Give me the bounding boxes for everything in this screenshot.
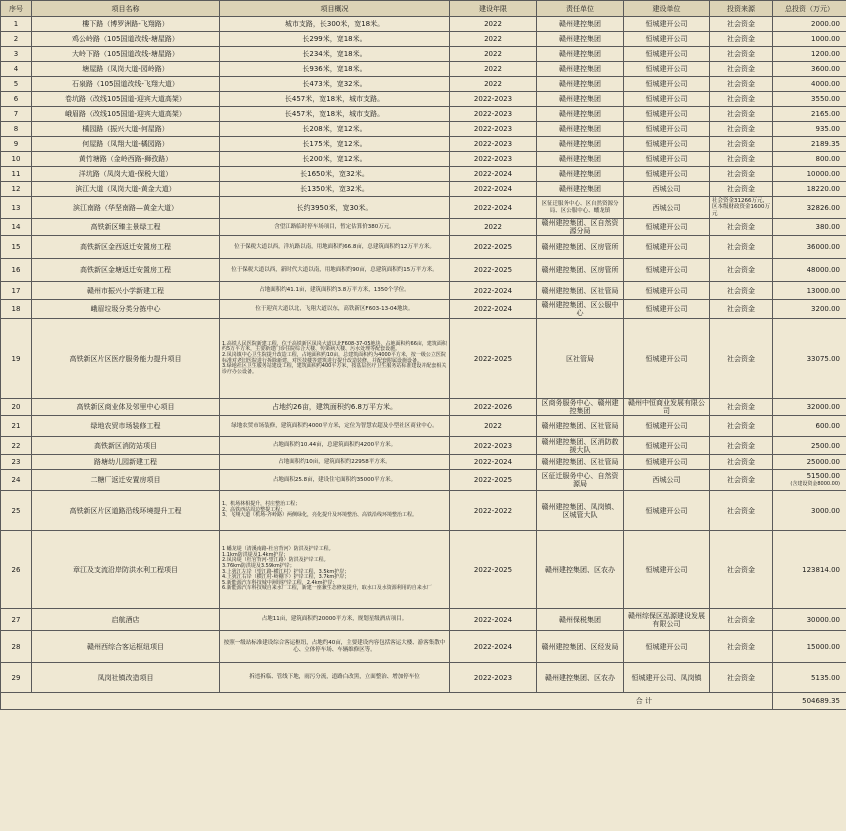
fund-source: 社会资金 [710,300,773,319]
fund-source: 社会资金 [710,282,773,300]
fund-source: 社会资金 [710,219,773,236]
fund-source: 社会资金 [710,455,773,470]
table-row [1,399,846,416]
build-years: 2022-2026 [450,399,537,416]
total-investment: 3600.00 [773,62,846,77]
table-row [1,197,846,219]
project-name: 鸡公岭路（105国道改线-塘屋路） [32,32,220,47]
responsible-unit: 赣州建控集团、区公服中心 [537,300,624,319]
build-years: 2022 [450,416,537,437]
total-investment: 3550.00 [773,92,846,107]
total-investment: 2165.00 [773,107,846,122]
project-desc: 含望江路临时停车场项目，暂定估算价380万元。 [220,219,450,236]
fund-source: 社会资金 [710,631,773,663]
fund-source: 社会资金 [710,663,773,693]
build-years: 2022-2023 [450,92,537,107]
fund-source: 社会资金 [710,182,773,197]
header-no: 序号 [1,1,32,17]
build-years: 2022-2024 [450,197,537,219]
project-name: 峨眉路（改线105国道-迎宾大道高架） [32,107,220,122]
project-desc: 长约3950米，宽30米。 [220,197,450,219]
footer-total: 504689.35 [773,693,846,710]
project-desc: 长208米，宽12米。 [220,122,450,137]
project-desc: 按照一级站标准建设综合客运枢纽，占地约40亩，主要建设内容包括客运大楼、游客集散中心、立体停车场、车辆维修区等。 [220,631,450,663]
row-number: 6 [1,92,32,107]
row-number: 23 [1,455,32,470]
project-desc: 城市支路，长300米，宽18米。 [220,17,450,32]
project-desc: 占地面积约10.44亩，总建筑面积约4200平方米。 [220,437,450,455]
total-investment: 123814.00 [773,531,846,609]
header-resp: 责任单位 [537,1,624,17]
builder-unit: 赣州综保区泓源建设发展有限公司 [624,609,710,631]
responsible-unit: 区商务服务中心、赣州建控集团 [537,399,624,416]
row-number: 29 [1,663,32,693]
project-name: 启航酒店 [32,609,220,631]
total-investment: 5135.00 [773,663,846,693]
project-desc: 长1650米，宽32米。 [220,167,450,182]
row-number: 12 [1,182,32,197]
build-years: 2022-2024 [450,300,537,319]
project-name: 高铁新区片区医疗服务能力提升项目 [32,319,220,399]
table-row [1,92,846,107]
fund-source: 社会资金 [710,416,773,437]
fund-source: 社会资金 [710,437,773,455]
build-years: 2022-2024 [450,609,537,631]
fund-source: 社会资金 [710,167,773,182]
table-row [1,609,846,631]
project-desc: 长234米，宽18米。 [220,47,450,62]
project-name: 高铁新区金塘返迁安置房工程 [32,259,220,282]
total-investment: 25000.00 [773,455,846,470]
builder-unit: 西城公司 [624,197,710,219]
total-investment: 1000.00 [773,32,846,47]
builder-unit: 恒城建开公司 [624,17,710,32]
project-desc: 位于保税大道以西，洋坑路以南，用地面积约66.8亩，总建筑面积约12万平方米。 [220,236,450,259]
builder-unit: 恒城建开公司 [624,137,710,152]
project-desc: 长1350米，宽32米。 [220,182,450,197]
project-name: 路塘幼儿园新建工程 [32,455,220,470]
row-number: 24 [1,470,32,491]
responsible-unit: 赣州建控集团、区农办 [537,531,624,609]
total-investment: 10000.00 [773,167,846,182]
responsible-unit: 区征迁服务中心、自然资源局 [537,470,624,491]
row-number: 18 [1,300,32,319]
build-years: 2022-2024 [450,631,537,663]
build-years: 2022 [450,47,537,62]
responsible-unit: 赣州建控集团 [537,122,624,137]
fund-source: 社会资金 [710,259,773,282]
table-row [1,152,846,167]
builder-unit: 恒城建开公司 [624,319,710,399]
responsible-unit: 赣州保税集团 [537,609,624,631]
build-years: 2022-2023 [450,137,537,152]
row-number: 2 [1,32,32,47]
build-years: 2022-2023 [450,663,537,693]
project-desc: 占地面积约41.1亩，建筑面积约3.8万平方米，1350个学位。 [220,282,450,300]
row-number: 26 [1,531,32,609]
builder-unit: 西城公司 [624,470,710,491]
fund-source: 社会资金 [710,236,773,259]
table-row [1,455,846,470]
table-row [1,416,846,437]
table-row [1,470,846,491]
fund-source: 社会资金 [710,531,773,609]
footer-label: 合 计 [1,693,773,710]
row-number: 1 [1,17,32,32]
fund-source: 社会资金 [710,107,773,122]
header-builder: 建设单位 [624,1,710,17]
project-desc: 占地面积约10亩，建筑面积约22958平方米。 [220,455,450,470]
table-row [1,77,846,92]
responsible-unit: 赣州建控集团 [537,107,624,122]
row-number: 21 [1,416,32,437]
total-investment: 2000.00 [773,17,846,32]
total-investment: 800.00 [773,152,846,167]
build-years: 2022-2025 [450,259,537,282]
builder-unit: 恒城建开公司 [624,455,710,470]
total-investment: 13000.00 [773,282,846,300]
builder-unit: 恒城建开公司 [624,491,710,531]
table-row [1,107,846,122]
total-investment: 18220.00 [773,182,846,197]
responsible-unit: 赣州建控集团、区消防救援大队 [537,437,624,455]
project-desc: 长299米，宽18米。 [220,32,450,47]
build-years: 2022-2025 [450,470,537,491]
project-name: 滨江大道（凤岗大道-黄金大道） [32,182,220,197]
total-investment: 32826.00 [773,197,846,219]
fund-source: 社会资金 [710,17,773,32]
build-years: 2022-2024 [450,167,537,182]
project-desc: 占地面积25.8亩，建设住宅面积约35000平方米。 [220,470,450,491]
project-desc: 长200米，宽12米。 [220,152,450,167]
responsible-unit: 赣州建控集团 [537,47,624,62]
builder-unit: 恒城建开公司 [624,47,710,62]
table-row [1,167,846,182]
total-investment: 380.00 [773,219,846,236]
responsible-unit: 赣州建控集团 [537,92,624,107]
fund-source: 社会资金 [710,137,773,152]
project-desc: 占地约26亩，建筑面积约6.8万平方米。 [220,399,450,416]
builder-unit: 恒城建开公司 [624,437,710,455]
responsible-unit: 赣州建控集团、区房管所 [537,259,624,282]
build-years: 2022-2023 [450,107,537,122]
builder-unit: 恒城建开公司 [624,219,710,236]
project-desc: 长936米，宽18米。 [220,62,450,77]
fund-source: 社会资金 [710,470,773,491]
project-name: 黄竹塘路（金岭西路-狮孜路） [32,152,220,167]
project-name: 洋坑路（凤岗大道-保税大道） [32,167,220,182]
builder-unit: 恒城建开公司 [624,107,710,122]
table-row [1,531,846,609]
build-years: 2022-2024 [450,455,537,470]
project-name: 高铁新区臻主景绿工程 [32,219,220,236]
build-years: 2022 [450,32,537,47]
table-row [1,219,846,236]
row-number: 4 [1,62,32,77]
row-number: 7 [1,107,32,122]
project-desc: 长473米，宽32米。 [220,77,450,92]
build-years: 2022 [450,62,537,77]
table-row [1,491,846,531]
row-number: 14 [1,219,32,236]
project-name: 滨江南路（华坚南路—黄金大道） [32,197,220,219]
responsible-unit: 赣州建控集团、区社管局 [537,282,624,300]
project-desc: 长457米，宽18米，城市支路。 [220,92,450,107]
table-row [1,122,846,137]
project-desc: 占地11亩，建筑面积约20000平方米，规划星级酒店项目。 [220,609,450,631]
row-number: 3 [1,47,32,62]
builder-unit: 恒城建开公司 [624,152,710,167]
project-name: 高铁新区片区道路沿线环境提升工程 [32,491,220,531]
table-row [1,32,846,47]
project-desc: 1 蟠龙堤（清溪南路-杜官背河）防洪及护岸工程。 1.1km防洪堤及1.4km护岸； 2.凤岗堤（杜官背河-望江路）防洪及护岸工程。 3.76km防洪堤及3.59km护岸； 3.上犹江左岸（望江路-横江村）护岸工程，3.5km护岸； 4.上犹江右岸（横江村-岭棚下）护岸工程，3.7km护岸； 5.新能源汽车科技城中洲坝护岸工程，2.4km护岸； 6.新能源汽车科技城自来水厂工程，新建一座兼生态修复提升，取水口及水资源利用的自来水厂 [220,531,450,609]
total-investment: 3200.00 [773,300,846,319]
row-number: 20 [1,399,32,416]
project-name: 赣州西综合客运枢纽项目 [32,631,220,663]
project-name: 高铁新区商业体及邻里中心项目 [32,399,220,416]
fund-source: 社会资金 [710,62,773,77]
total-investment: 48000.00 [773,259,846,282]
total-investment: 51500.00 (含建设资金8000.00) [773,470,846,491]
row-number: 8 [1,122,32,137]
total-investment: 600.00 [773,416,846,437]
fund-source: 社会资金 [710,319,773,399]
project-name: 卷坑路（改线105国道-迎宾大道高架） [32,92,220,107]
total-investment: 32000.00 [773,399,846,416]
total-investment: 2500.00 [773,437,846,455]
table-row [1,62,846,77]
build-years: 2022-2024 [450,182,537,197]
builder-unit: 赣州中恒商业发展有限公司 [624,399,710,416]
build-years: 2022-2025 [450,236,537,259]
responsible-unit: 赣州建控集团、区农办 [537,663,624,693]
fund-source: 社会资金 [710,92,773,107]
project-name: 高铁新区金西返迁安置房工程 [32,236,220,259]
project-desc: 长175米，宽12米。 [220,137,450,152]
responsible-unit: 赣州建控集团 [537,167,624,182]
total-investment: 30000.00 [773,609,846,631]
responsible-unit: 赣州建控集团 [537,77,624,92]
table-row [1,236,846,259]
build-years: 2022-2023 [450,152,537,167]
row-number: 28 [1,631,32,663]
builder-unit: 恒城建开公司 [624,167,710,182]
responsible-unit: 赣州建控集团、区社管局 [537,416,624,437]
row-number: 22 [1,437,32,455]
build-years: 2022-2025 [450,531,537,609]
fund-source: 社会资金31266万元，区本级财政资金1600万元 [710,197,773,219]
project-name: 绿地农贸市场装修工程 [32,416,220,437]
responsible-unit: 赣州建控集团、区房管所 [537,236,624,259]
project-name: 高铁新区消防站项目 [32,437,220,455]
table-row [1,259,846,282]
fund-source: 社会资金 [710,609,773,631]
builder-unit: 恒城建开公司 [624,300,710,319]
responsible-unit: 赣州建控集团、区经发局 [537,631,624,663]
builder-unit: 恒城建开公司 [624,122,710,137]
builder-unit: 恒城建开公司 [624,531,710,609]
row-number: 5 [1,77,32,92]
responsible-unit: 赣州建控集团、凤岗镇、区城管大队 [537,491,624,531]
table-row [1,282,846,300]
header-total: 总投资（万元） [773,1,846,17]
header-years: 建设年限 [450,1,537,17]
project-name: 凤岗社镇改造项目 [32,663,220,693]
row-number: 16 [1,259,32,282]
project-desc: 拆违拆临、管线下地，雨污分流，道路白改黑，立面整治、增加停车位 [220,663,450,693]
row-number: 11 [1,167,32,182]
builder-unit: 恒城建开公司 [624,282,710,300]
responsible-unit: 赣州建控集团 [537,32,624,47]
project-name: 大岭下路（105国道改线-塘屋路） [32,47,220,62]
responsible-unit: 区征迁服务中心、区自然资源分局、区公服中心、蟠龙镇 [537,197,624,219]
builder-unit: 恒城建开公司、凤岗镇 [624,663,710,693]
project-name: 何屋路（凤翔大道-橘园路） [32,137,220,152]
row-number: 19 [1,319,32,399]
header-source: 投资来源 [710,1,773,17]
total-investment: 33075.00 [773,319,846,399]
table-row [1,47,846,62]
build-years: 2022-2025 [450,319,537,399]
builder-unit: 恒城建开公司 [624,92,710,107]
responsible-unit: 赣州建控集团 [537,182,624,197]
builder-unit: 恒城建开公司 [624,62,710,77]
project-name: 塘屋路（凤岗大道-园岭路） [32,62,220,77]
project-desc: 位于保税大道以西，新时代大道以南，用地面积约90亩，总建筑面积约15万平方米。 [220,259,450,282]
project-desc: 位于迎宾大道以北，飞翔大道以东，高铁新区F603-13-04地块。 [220,300,450,319]
project-name: 橘园路（振兴大道-何屋路） [32,122,220,137]
builder-unit: 恒城建开公司 [624,631,710,663]
build-years: 2022-2023 [450,437,537,455]
responsible-unit: 赣州建控集团、区自然资源分局 [537,219,624,236]
fund-source: 社会资金 [710,491,773,531]
project-desc: 长457米，宽18米，城市支路。 [220,107,450,122]
build-years: 2022 [450,219,537,236]
fund-source: 社会资金 [710,122,773,137]
responsible-unit: 赣州建控集团 [537,62,624,77]
project-desc: 绿地农贸市场装修，建筑面积约4000平方米，定位为智慧农超及小型社区商业中心。 [220,416,450,437]
header-desc: 项目概况 [220,1,450,17]
project-desc: 1.高铁人民医院新建工程，位于高铁新区凤岗大道以北F608-37-05地块，占地面积约66亩，建筑面积约5万平方米，主要新建门诊住院综合大楼、传染病大楼、污水处理等配套设施。 2.凤岗镇中心卫生院提升改造工程，占地面积约10亩，总建筑面积约为4000平方米，按一级公立医院标准对老旧医院进行拆除新建，对医技楼等建筑进行提升改造装修，并配套附属设施设备。 3.绿地社区卫生服务站建设工程，建筑面积约400平方米，按基层医疗卫生服务站标准建设并配套相关诊疗办公设备。 [220,319,450,399]
header-row [1,1,846,17]
builder-unit: 西城公司 [624,182,710,197]
total-investment: 3000.00 [773,491,846,531]
project-desc: 1、机场林相提升，村庄整治工程； 2、高铁西站周边整提工程； 3、飞翔大道（机场-齐岭路）两侧绿化，亮化提升及环境整治、高铁沿线环境整治工程。 [220,491,450,531]
table-row [1,300,846,319]
total-investment: 4000.00 [773,77,846,92]
row-number: 15 [1,236,32,259]
build-years: 2022-2022 [450,491,537,531]
responsible-unit: 赣州建控集团 [537,152,624,167]
fund-source: 社会资金 [710,152,773,167]
total-note: (含建设资金8000.00) [790,481,840,487]
total-investment: 2189.35 [773,137,846,152]
total-investment: 935.00 [773,122,846,137]
table-row [1,17,846,32]
project-name: 章江及支流沿岸防洪水利工程项目 [32,531,220,609]
row-number: 9 [1,137,32,152]
project-name: 二糖厂返迁安置房项目 [32,470,220,491]
table-row [1,182,846,197]
footer-row [1,693,846,710]
responsible-unit: 赣州建控集团、区社管局 [537,455,624,470]
total-investment: 36000.00 [773,236,846,259]
builder-unit: 恒城建开公司 [624,77,710,92]
fund-source: 社会资金 [710,47,773,62]
total-investment: 15000.00 [773,631,846,663]
row-number: 25 [1,491,32,531]
row-number: 10 [1,152,32,167]
build-years: 2022 [450,17,537,32]
table-body [1,17,846,693]
builder-unit: 恒城建开公司 [624,32,710,47]
project-name: 石泉路（105国道改线-飞翔大道） [32,77,220,92]
row-number: 13 [1,197,32,219]
table-row [1,663,846,693]
table-row [1,319,846,399]
builder-unit: 恒城建开公司 [624,259,710,282]
fund-source: 社会资金 [710,77,773,92]
builder-unit: 恒城建开公司 [624,236,710,259]
total-investment: 1200.00 [773,47,846,62]
project-name: 樓下路（博罗洲路-飞翔路） [32,17,220,32]
project-name: 峨眉垃圾分类分拣中心 [32,300,220,319]
build-years: 2022-2023 [450,122,537,137]
fund-source: 社会资金 [710,399,773,416]
fund-source: 社会资金 [710,32,773,47]
responsible-unit: 赣州建控集团 [537,137,624,152]
responsible-unit: 赣州建控集团 [537,17,624,32]
build-years: 2022-2024 [450,282,537,300]
header-name: 项目名称 [32,1,220,17]
builder-unit: 恒城建开公司 [624,416,710,437]
responsible-unit: 区社管局 [537,319,624,399]
row-number: 17 [1,282,32,300]
table-row [1,631,846,663]
table-row [1,437,846,455]
project-name: 赣州市振兴小学新建工程 [32,282,220,300]
build-years: 2022 [450,77,537,92]
row-number: 27 [1,609,32,631]
table-row [1,137,846,152]
